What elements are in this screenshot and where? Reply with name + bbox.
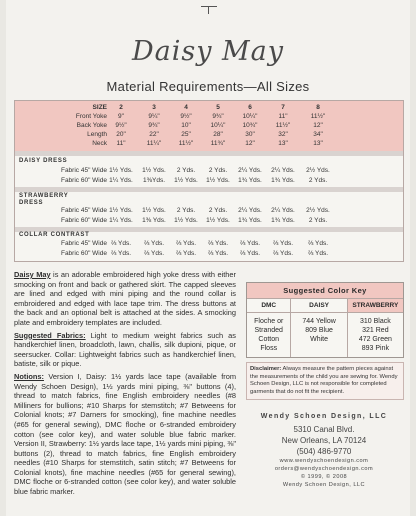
copyright: © 1999, © 2008 xyxy=(300,474,348,480)
row-label: Neck xyxy=(92,140,107,147)
table-cell: 1¾ Yds. xyxy=(238,177,262,184)
table-cell: 2½ Yds. xyxy=(306,207,330,214)
table-cell: 10¾" xyxy=(242,122,258,129)
table-cell: 12" xyxy=(313,122,323,129)
phone-number: (504) 486-9770 xyxy=(296,447,352,456)
table-cell: ⅔ Yds. xyxy=(143,240,165,247)
table-cell: 11½" xyxy=(178,140,194,147)
fabrics-label: Suggested Fabrics: xyxy=(14,330,86,340)
table-cell: 11" xyxy=(278,113,288,120)
table-cell: 10¼" xyxy=(242,113,258,120)
email-link[interactable]: orders@wendyschoendesign.com xyxy=(274,466,374,472)
daisy-dress-row xyxy=(15,177,403,186)
color-key-header-daisy: DAISY xyxy=(291,299,347,312)
collar-contrast-row xyxy=(15,250,403,259)
table-cell: 9½" xyxy=(180,113,192,120)
table-cell: 1½ Yds. xyxy=(174,177,198,184)
table-cell: 2 Yds. xyxy=(176,167,196,174)
table-cell: 1½ Yds. xyxy=(142,207,166,214)
table-cell: 11¾" xyxy=(210,140,226,147)
table-cell: 9" xyxy=(118,113,124,120)
ck-text: Cotton xyxy=(258,336,280,343)
row-label: Fabric 45" Wide xyxy=(60,207,107,214)
row-label: Fabric 60" Wide xyxy=(60,217,107,224)
registration-mark xyxy=(201,4,217,14)
table-cell: 2 Yds. xyxy=(176,207,196,214)
size-row xyxy=(15,113,403,122)
table-cell: 1¾ Yds. xyxy=(238,217,262,224)
table-cell: 2¼ Yds. xyxy=(238,167,262,174)
address-line-1: 5310 Canal Blvd. xyxy=(293,425,355,434)
company-name: Wendy Schoen Design, LLC xyxy=(260,413,388,420)
ck-text: Floss xyxy=(260,345,278,352)
color-key-strawberry-cell xyxy=(348,313,403,357)
copyright-company: Wendy Schoen Design, LLC xyxy=(282,482,366,488)
table-cell: 11½" xyxy=(310,113,326,120)
table-cell: 2½ Yds. xyxy=(306,167,330,174)
ck-text: 310 Black xyxy=(359,318,391,325)
color-key-daisy-cell xyxy=(291,313,347,357)
table-cell: 10¼" xyxy=(210,122,226,129)
page-subtitle: Material Requirements—All Sizes xyxy=(106,79,310,94)
size-row xyxy=(15,140,403,149)
section-divider xyxy=(15,187,403,192)
table-cell: 9¾" xyxy=(148,122,160,129)
table-cell: ⅔ Yds. xyxy=(272,250,294,257)
row-label: Length xyxy=(87,131,107,138)
table-cell: 13" xyxy=(278,140,288,147)
table-cell: 3 xyxy=(152,104,156,111)
table-cell: 13" xyxy=(313,140,323,147)
table-cell: ⅔ Yds. xyxy=(239,240,261,247)
table-cell: 30" xyxy=(245,131,255,138)
table-cell: 2¼ Yds. xyxy=(271,167,295,174)
table-cell: 6 xyxy=(248,104,252,111)
description xyxy=(14,270,236,500)
color-key-header-dmc: DMC xyxy=(247,299,291,312)
table-cell: 32" xyxy=(278,131,288,138)
table-cell: 4 xyxy=(184,104,188,111)
address-line-2: New Orleans, LA 70124 xyxy=(281,436,367,445)
ck-text: White xyxy=(310,336,329,343)
disclaimer-text: Always measure the pattern pieces against the measurements of the child you are sewing for. Wendy Schoen Design, LLC is not responsible for completed garments that do not fit the recipient. xyxy=(250,366,398,395)
table-cell: 28" xyxy=(213,131,223,138)
website-link[interactable]: www.wendyschoendesign.com xyxy=(279,458,369,464)
row-label: Back Yoke xyxy=(76,122,107,129)
disclaimer-label: Disclaimer: xyxy=(250,366,282,372)
table-cell: 11½" xyxy=(275,122,291,129)
collar-contrast-title: COLLAR CONTRAST xyxy=(19,232,90,238)
table-cell: 8 xyxy=(316,104,320,111)
color-key-dmc-cell xyxy=(247,313,291,357)
table-cell: 1½ Yds. xyxy=(142,167,166,174)
table-cell: 2 xyxy=(119,104,123,111)
table-cell: 9¾" xyxy=(212,113,224,120)
table-cell: ⅔ Yds. xyxy=(207,250,229,257)
description-lead: Daisy May xyxy=(14,270,51,279)
table-cell: 2 Yds. xyxy=(308,177,328,184)
table-cell: 1⅜Yds. xyxy=(142,177,166,184)
row-label: SIZE xyxy=(92,104,107,111)
disclaimer xyxy=(246,362,404,400)
ck-text: Stranded xyxy=(254,327,283,334)
table-cell: 2¼ Yds. xyxy=(271,207,295,214)
table-cell: ⅔ Yds. xyxy=(143,250,165,257)
material-requirements-table xyxy=(14,100,404,262)
strawberry-dress-row xyxy=(15,217,403,226)
size-row xyxy=(15,131,403,140)
size-row xyxy=(15,122,403,131)
color-key-table xyxy=(246,282,404,358)
notions-label: Notions: xyxy=(14,371,44,381)
table-cell: 2 Yds. xyxy=(208,207,228,214)
ck-text: 744 Yellow xyxy=(302,318,336,325)
table-cell: 1½ Yds. xyxy=(206,177,230,184)
table-cell: 7 xyxy=(281,104,285,111)
ck-text: 472 Green xyxy=(358,336,392,343)
table-cell: 1½ Yds. xyxy=(174,217,198,224)
table-cell: 5 xyxy=(216,104,220,111)
table-cell: 9½" xyxy=(115,122,127,129)
fabrics-text: Light to medium weight fabrics such as handkerchief linen, broadcloth, lawn, challis, silk dupioni, pique, or seersucker. Collar: Lightweight fabrics such as handkerchief linen, batiste, silk or pique. xyxy=(14,330,236,369)
table-cell: 1¼ Yds. xyxy=(109,177,133,184)
table-cell: ⅔ Yds. xyxy=(272,240,294,247)
table-cell: 1¼ Yds. xyxy=(109,217,133,224)
collar-contrast-row xyxy=(15,240,403,249)
table-cell: 2 Yds. xyxy=(308,217,328,224)
table-cell: 9¼" xyxy=(148,113,160,120)
table-cell: ⅔ Yds. xyxy=(239,250,261,257)
ck-text: 893 Pink xyxy=(361,345,389,352)
table-cell: 1½ Yds. xyxy=(109,207,133,214)
table-cell: 22" xyxy=(149,131,159,138)
size-header-row xyxy=(15,104,403,113)
table-cell: 25" xyxy=(181,131,191,138)
ck-text: Floche or xyxy=(254,318,284,325)
ck-text: 321 Red xyxy=(362,327,389,334)
description-text: is an adorable embroidered high yoke dress with either smocking on front and back or gathered skirt. The capped sleeves are lined and edged with mini piping and the round collar is embroidered and edged with lace tape trim. The dress buttons at the back and an optional belt is attached at the sides. A smocking plate and embroidery templates are included. xyxy=(14,270,236,327)
table-cell: ⅔ Yds. xyxy=(175,240,197,247)
table-cell: ⅔ Yds. xyxy=(110,240,132,247)
table-cell: ⅔ Yds. xyxy=(307,240,329,247)
table-cell: 1½ Yds. xyxy=(109,167,133,174)
row-label: Fabric 60" Wide xyxy=(60,250,107,257)
daisy-dress-title: DAISY DRESS xyxy=(19,158,68,164)
table-cell: ⅔ Yds. xyxy=(175,250,197,257)
daisy-dress-row xyxy=(15,167,403,176)
table-cell: 10" xyxy=(181,122,191,129)
table-cell: 11" xyxy=(116,140,126,147)
table-cell: 1½ Yds. xyxy=(206,217,230,224)
table-cell: 12" xyxy=(245,140,255,147)
table-cell: ⅔ Yds. xyxy=(207,240,229,247)
color-key-header-strawberry: STRAWBERRY xyxy=(348,299,403,312)
row-label: Fabric 45" Wide xyxy=(60,240,107,247)
table-cell: 1⅜ Yds. xyxy=(142,217,166,224)
table-cell: 2 Yds. xyxy=(208,167,228,174)
strawberry-dress-title-2: DRESS xyxy=(19,200,44,206)
table-cell: 34" xyxy=(313,131,323,138)
table-cell: 11¼" xyxy=(146,140,162,147)
row-label: Front Yoke xyxy=(75,113,107,120)
table-cell: 2¼ Yds. xyxy=(238,207,262,214)
table-cell: 1¾ Yds. xyxy=(271,217,295,224)
row-label: Fabric 45" Wide xyxy=(60,167,107,174)
strawberry-dress-row xyxy=(15,207,403,216)
table-cell: 1¾ Yds. xyxy=(271,177,295,184)
ck-text: 809 Blue xyxy=(305,327,333,334)
color-key-title: Suggested Color Key xyxy=(247,283,403,299)
footer xyxy=(246,413,402,489)
row-label: Fabric 60" Wide xyxy=(60,177,107,184)
table-cell: 20" xyxy=(116,131,126,138)
section-divider xyxy=(15,151,403,156)
page-title: Daisy May xyxy=(131,36,285,67)
table-cell: ⅔ Yds. xyxy=(110,250,132,257)
notions-text: Version I, Daisy: 1½ yards lace tape (available from Wendy Schoen Design), 1½ yards mini piping, ⅜" buttons (4), thread to match fabrics, fine English embroidery needles (#8 Milliners for bullions; #10 Sharps for stemstitch; #7 Betweens for Colonial knots; #7 Darners for smocking), fine machine needles (#65 for general sewing), DMC floche or 6-stranded embroidery cotton (see color key), and water soluble blue fabric marker. Version II, Strawberry: 1½ yards lace tape, 1½ yards mini piping, ⅜" buttons (2), thread to match fabrics, fine English embroidery needles (#10 Sharps for stemstitch, satin stitch; #7 Betweens for Colonial knots), fine machine needles (#65 for general sewing), DMC floche or 6-stranded cotton (see color key), and water soluble blue fabric marker. xyxy=(14,371,236,497)
strawberry-dress-title: STRAWBERRY xyxy=(19,193,69,199)
table-cell: ⅔ Yds. xyxy=(307,250,329,257)
